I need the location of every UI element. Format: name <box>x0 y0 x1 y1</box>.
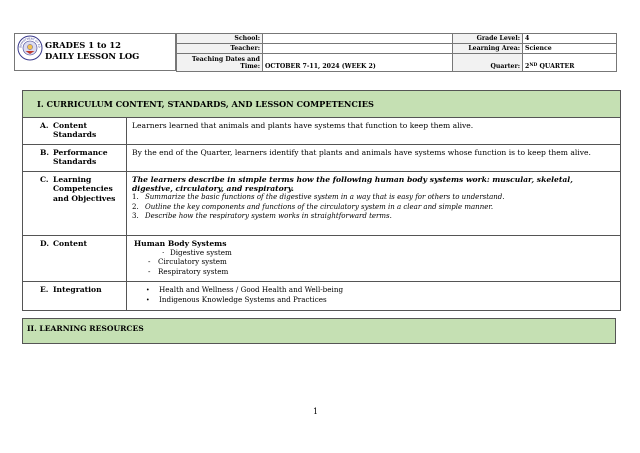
content-item <box>132 257 616 266</box>
content-title: Human Body Systems <box>134 239 227 248</box>
title-line-1: GRADES 1 to 12 <box>45 40 121 50</box>
item-text: Health and Wellness / Good Health and Well-being <box>159 285 344 294</box>
row-letter: B. <box>40 148 50 157</box>
item-text: Respiratory system <box>158 266 229 276</box>
learning-area-value: Science <box>523 44 617 54</box>
objective-text: Describe how the respiratory system works in straightforward terms. <box>145 212 392 221</box>
deped-seal-icon <box>17 35 43 61</box>
school-value <box>263 34 453 44</box>
quarter-suffix: ND <box>529 63 538 68</box>
performance-standards-label <box>23 145 127 172</box>
label-line: Content <box>53 239 87 248</box>
content-body <box>127 236 621 282</box>
content-item <box>132 267 616 276</box>
label-line: Standards <box>53 130 97 140</box>
section-1-heading: I. CURRICULUM CONTENT, STANDARDS, AND LESSON COMPETENCIES <box>23 91 621 118</box>
objective-item <box>132 203 616 212</box>
item-text: Indigenous Knowledge Systems and Practices <box>159 295 327 305</box>
section-2-heading-box <box>22 318 616 344</box>
section-2-heading: II. LEARNING RESOURCES <box>27 324 144 333</box>
label-line: Learning <box>53 175 92 184</box>
objectives-list <box>132 193 616 221</box>
content-label <box>23 236 127 282</box>
competencies-label <box>23 172 127 236</box>
competencies-body <box>127 172 621 236</box>
integration-item <box>132 285 616 295</box>
quarter-value <box>523 54 617 72</box>
grade-level-label: Grade Level: <box>453 34 523 44</box>
quarter-label: Quarter: <box>453 54 523 72</box>
title-line-2: DAILY LESSON LOG <box>45 51 140 61</box>
teaching-dates-value: OCTOBER 7-11, 2024 (WEEK 2) <box>263 54 453 72</box>
page-number: 1 <box>313 407 319 416</box>
grade-level-value: 4 <box>523 34 617 44</box>
teacher-value <box>263 44 453 54</box>
competency-line: digestive, circulatory, and respiratory. <box>132 184 294 194</box>
row-letter: A. <box>40 121 49 130</box>
learning-area-label: Learning Area: <box>453 44 523 54</box>
row-letter: D. <box>40 239 49 248</box>
performance-standards-text: By the end of the Quarter, learners identify that plants and animals have systems whose function is to keep them alive. <box>127 145 621 172</box>
objective-text: Outline the key components and functions of the circulatory system in a clear and simple manner. <box>145 202 494 211</box>
integration-label <box>23 282 127 311</box>
content-standards-text: Learners learned that animals and plants have systems that function to keep them alive. <box>127 118 621 145</box>
quarter-number: 2 <box>525 63 530 70</box>
svg-text:DEPARTMENT OF EDUCATION: DEPARTMENT OF ED <box>19 37 41 49</box>
integration-item <box>132 295 616 305</box>
competency-statement <box>132 175 616 193</box>
item-text: Circulatory system <box>158 257 227 267</box>
teaching-dates-label-line1: Teaching Dates and <box>191 55 260 63</box>
header-title <box>45 40 139 62</box>
objective-text: Summarize the basic functions of the digestive system in a way that is easy for others to understand. <box>145 193 505 202</box>
label-line: and Objectives <box>53 193 116 203</box>
row-letter: E. <box>40 285 49 294</box>
label-line: Integration <box>53 285 102 294</box>
competency-line: The learners describe in simple terms how the following human body systems work: muscular, skeletal, <box>132 175 573 184</box>
content-item <box>132 248 616 257</box>
school-label: School: <box>177 34 263 44</box>
label-line: Performance <box>53 148 108 157</box>
objective-item <box>132 193 616 202</box>
integration-body <box>127 282 621 311</box>
objective-number: 1. <box>132 193 139 202</box>
item-text: Digestive system <box>170 248 232 258</box>
row-letter: C. <box>40 175 49 184</box>
bullet-icon: • <box>146 297 150 305</box>
item-marker: - <box>148 257 151 267</box>
teaching-dates-label-line2: Time: <box>240 62 260 70</box>
content-standards-label <box>23 118 127 145</box>
info-table <box>176 33 617 72</box>
curriculum-table <box>22 90 621 311</box>
bullet-icon: • <box>146 287 150 294</box>
objective-number: 2. <box>132 202 139 211</box>
item-marker: · <box>162 248 165 258</box>
teaching-dates-label <box>177 54 263 72</box>
label-line: Competencies <box>53 184 113 194</box>
label-line: Content <box>53 121 87 130</box>
objective-item <box>132 212 616 221</box>
item-marker: - <box>148 266 151 276</box>
label-line: Standards <box>53 157 97 167</box>
teacher-label: Teacher: <box>177 44 263 54</box>
quarter-word: QUARTER <box>539 63 575 70</box>
objective-number: 3. <box>132 212 139 221</box>
